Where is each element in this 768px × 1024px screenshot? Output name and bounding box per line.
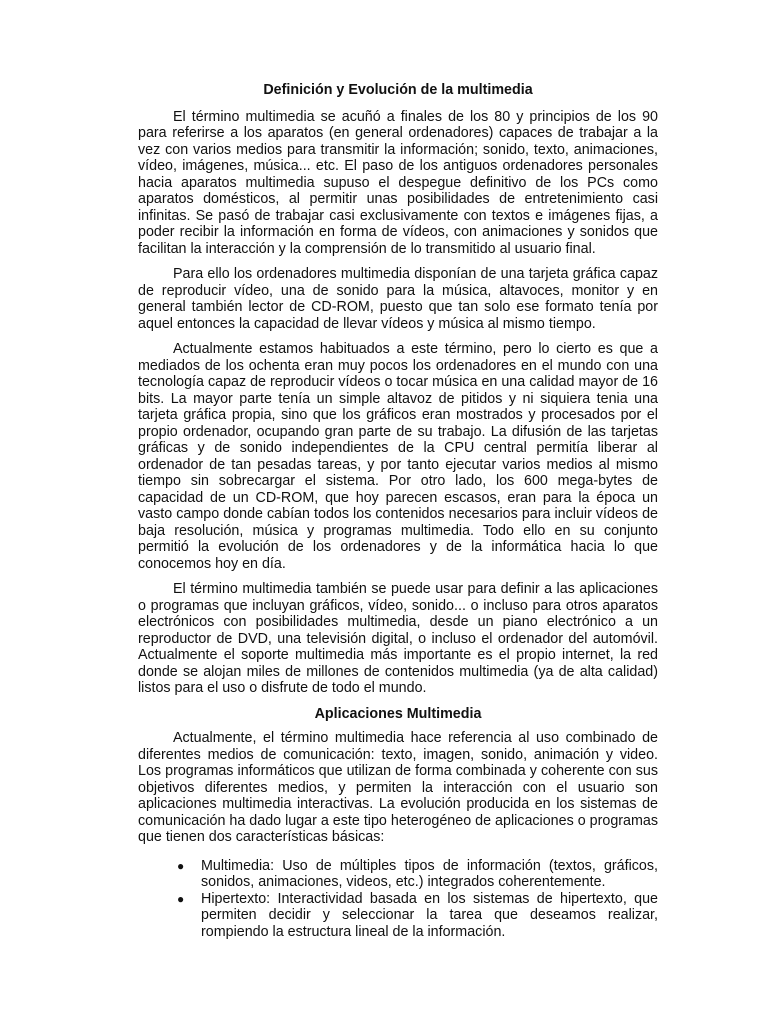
bullet-list: [138, 858, 658, 941]
paragraph-1: El término multimedia se acuñó a finales de los 80 y principios de los 90 para referirse a los aparatos (en general ordenadores) capaces de trabajar a la vez con varios medios para transmitir la información; sonido, texto, animaciones, vídeo, imágenes, música... etc. El paso de los antiguos ordenadores personales hacia aparatos multimedia supuso el despegue definitivo de los PCs como aparatos domésticos, al permitir unas posibilidades de entretenimiento casi infinitas. Se pasó de trabajar casi exclusivamente con textos e imágenes fijas, a poder recibir la información en forma de vídeos, con animaciones y sonidos que facilitan la interacción y la comprensión de lo transmitido al usuario final.: [138, 108, 658, 257]
list-item: [177, 857, 658, 891]
document-page: [138, 82, 658, 940]
bullet-icon: ●: [177, 858, 185, 873]
paragraph-2: Para ello los ordenadores multimedia disponían de una tarjeta gráfica capaz de reproducir vídeo, una de sonido para la música, altavoces, monitor y en general también lector de CD-ROM, puesto que tan solo ese formato tenía por aquel entonces la capacidad de llevar vídeos y música al mismo tiempo.: [138, 266, 658, 332]
list-item-text: Multimedia: Uso de múltiples tipos de información (textos, gráficos, sonidos, animaciones, videos, etc.) integrados coherentemente.: [201, 857, 658, 890]
paragraph-4: El término multimedia también se puede usar para definir a las aplicaciones o programas que incluyan gráficos, vídeo, sonido... o incluso para otros aparatos electrónicos con posibilidades multimedia, desde un piano electrónico a un reproductor de DVD, una televisión digital, o incluso el ordenador del automóvil. Actualmente el soporte multimedia más importante es el propio internet, la red donde se alojan miles de millones de contenidos multimedia (ya de alta calidad) listos para el uso o disfrute de todo el mundo.: [138, 581, 658, 696]
list-item: [177, 890, 658, 941]
section-title-aplicaciones: Aplicaciones Multimedia: [314, 705, 482, 722]
paragraph-3: Actualmente estamos habituados a este término, pero lo cierto es que a mediados de los ochenta eran muy pocos los ordenadores en el mundo con una tecnología capaz de reproducir vídeos o tocar música en una calidad mayor de 16 bits. La mayor parte tenía un simple altavoz de pitidos y ni siquiera tenia una tarjeta gráfica propia, sino que los gráficos eran mostrados y procesados por el propio ordenador, ocupando gran parte de su trabajo. La difusión de las tarjetas gráficas y de sonido independientes de la CPU central permitía liberar al ordenador de tan pesadas tareas, y por tanto ejecutar varios medios al mismo tiempo sin sobrecargar el sistema. Por otro lado, los 600 mega-bytes de capacidad de un CD-ROM, que hoy parecen escasos, eran para la época un vasto campo donde cabían todos los contenidos necesarios para incluir vídeos de baja resolución, música y programas multimedia. Todo ello en su conjunto permitió la evolución de los ordenadores y de la informática hacia lo que conocemos hoy en día.: [138, 341, 658, 572]
paragraph-5: Actualmente, el término multimedia hace referencia al uso combinado de diferentes medios de comunicación: texto, imagen, sonido, animación y video. Los programas informáticos que utilizan de forma combinada y coherente con sus objetivos diferentes medios, y permiten la interacción con el usuario son aplicaciones multimedia interactivas. La evolución producida en los sistemas de comunicación ha dado lugar a este tipo heterogéneo de aplicaciones o programas que tienen dos características básicas:: [138, 730, 658, 845]
list-item-text: Hipertexto: Interactividad basada en los sistemas de hipertexto, que permiten decidir y seleccionar la tarea que deseamos realizar, rompiendo la estructura lineal de la información.: [201, 890, 658, 940]
document-title: Definición y Evolución de la multimedia: [263, 82, 533, 98]
bullet-icon: ●: [177, 891, 185, 906]
